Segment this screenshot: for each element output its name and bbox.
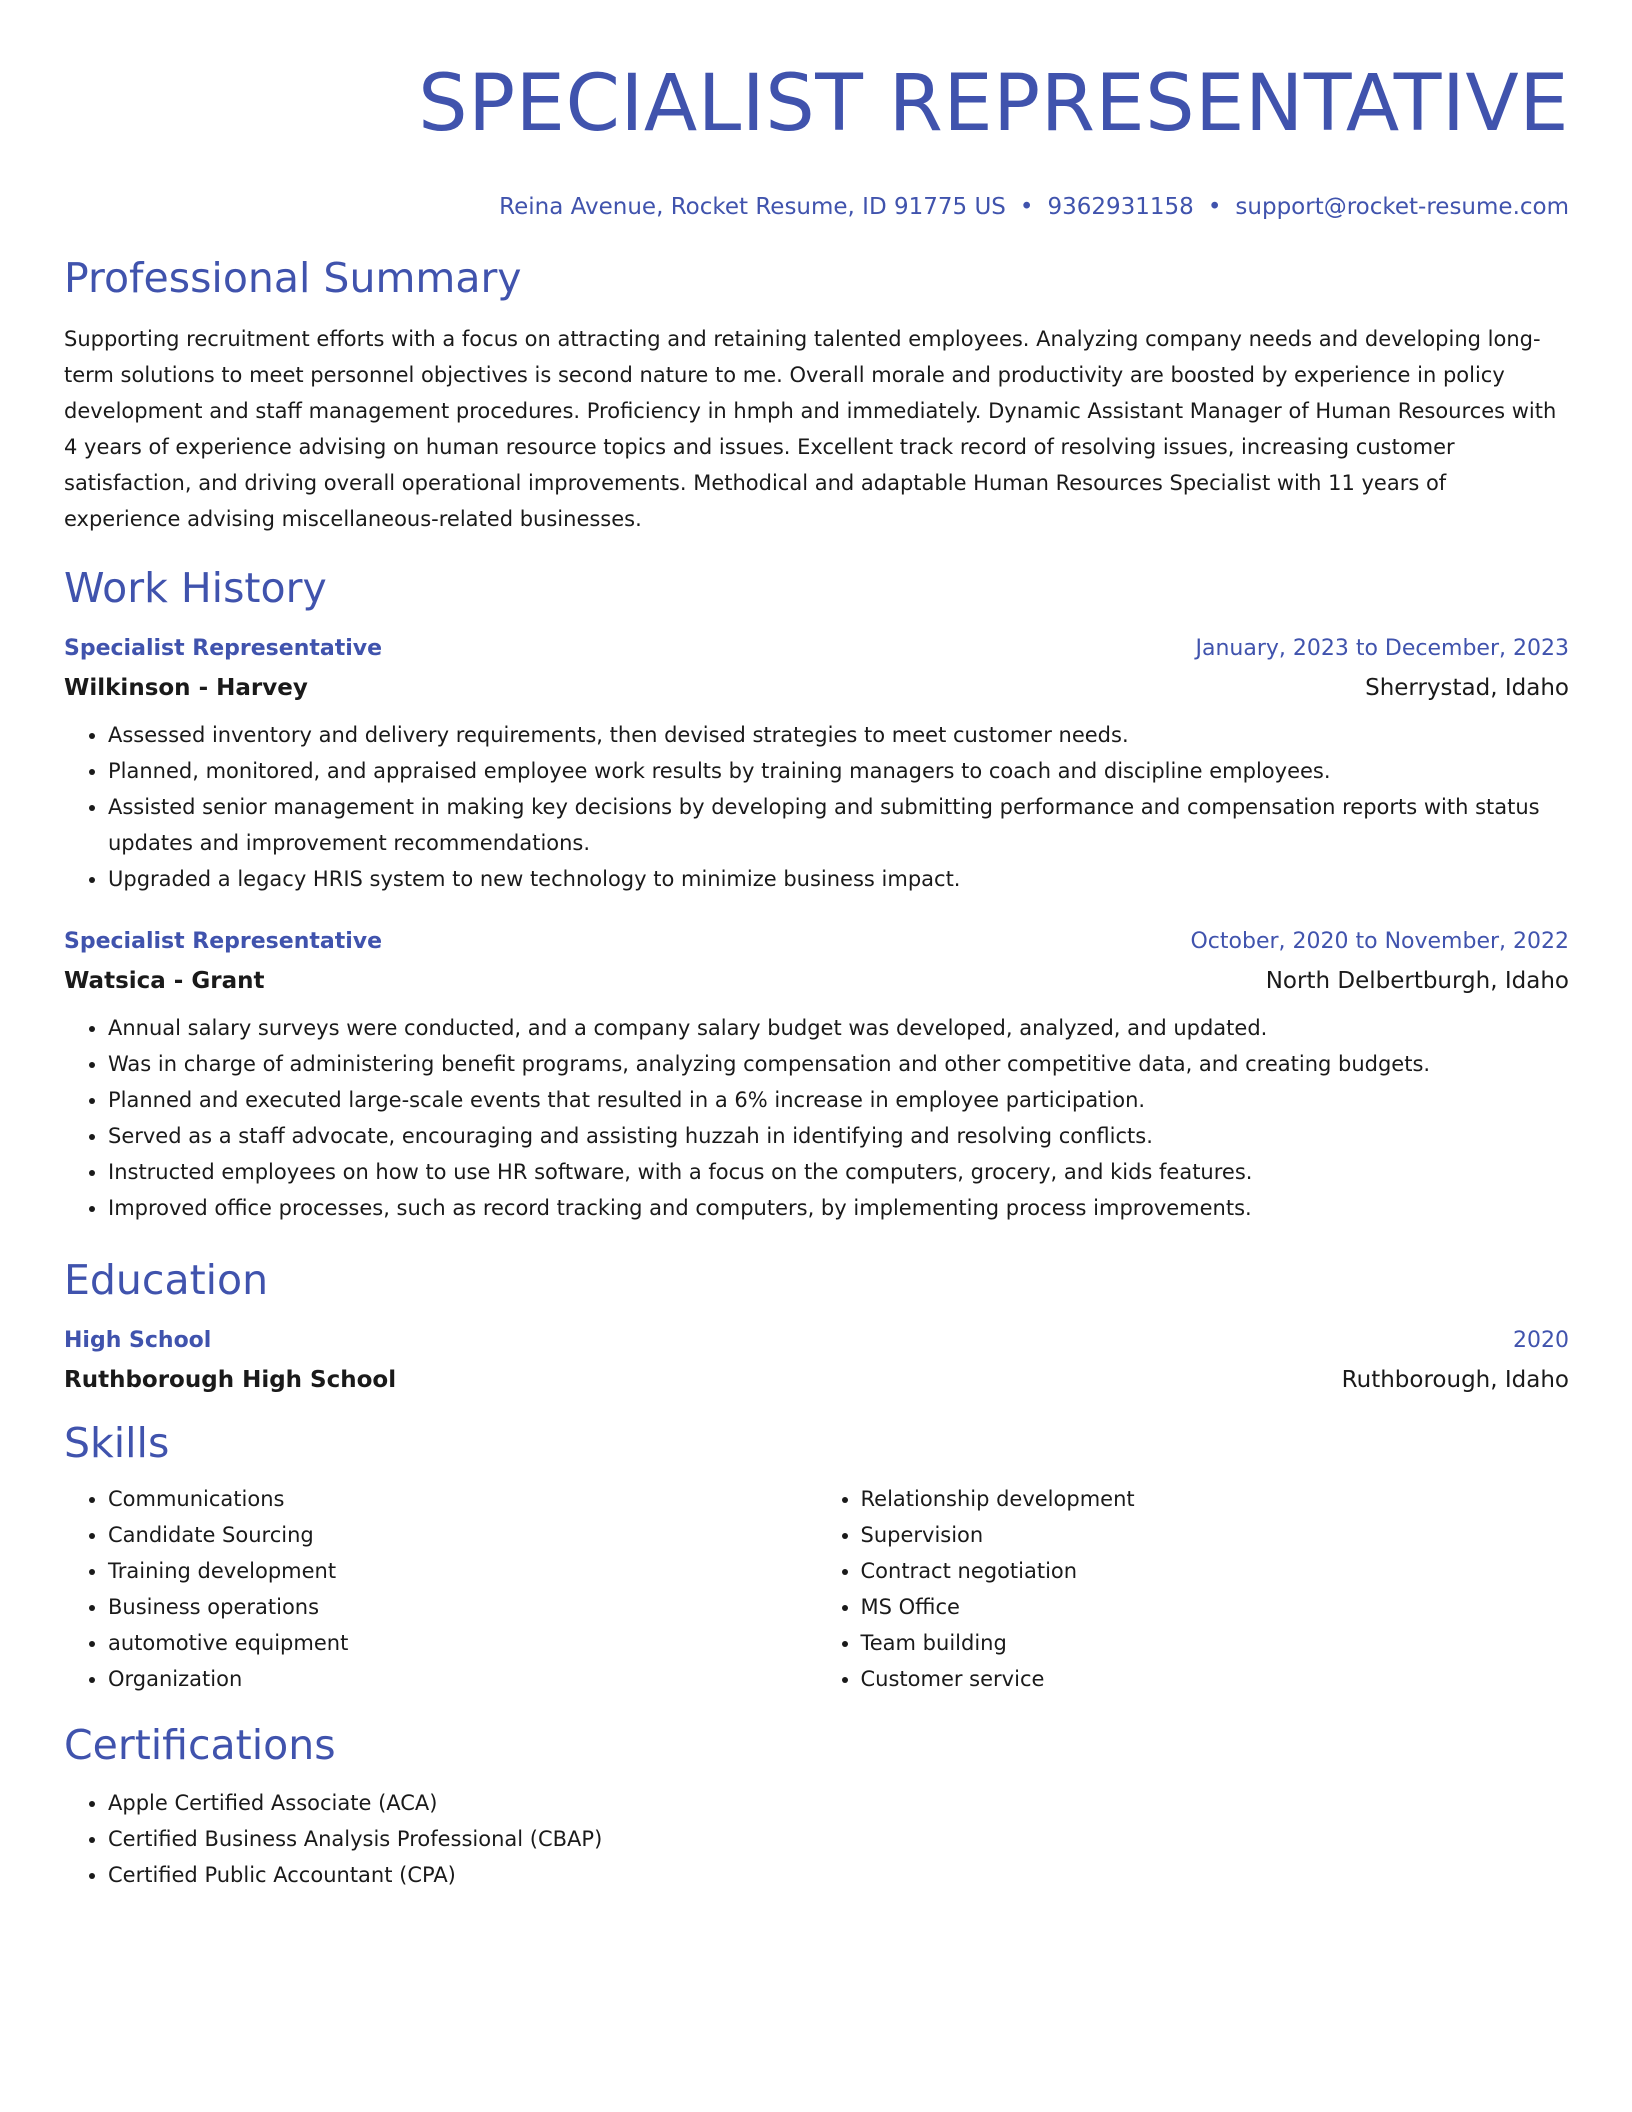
work-history-heading: Work History	[64, 564, 327, 612]
list-item: • Certified Business Analysis Professional (CBAP)	[108, 1821, 1569, 1857]
education-header	[64, 1326, 1569, 1356]
resume-page	[64, 0, 1569, 1893]
summary-text: Supporting recruitment efforts with a focus on attracting and retaining talented employees. Analyzing company needs and developing long-term solutions to meet personnel objectives is second nature to me. Overall morale and productivity are boosted by experience in policy development and staff management procedures. Proficiency in hmph and immediately. Dynamic Assistant Manager of Human Resources with 4 years of experience advising on human resource topics and issues. Excellent track record of resolving issues, increasing customer satisfaction, and driving overall operational improvements. Methodical and adaptable Human Resources Specialist with 11 years of experience advising miscellaneous-related businesses.	[64, 327, 1557, 531]
list-item: • Certified Public Accountant (CPA)	[108, 1857, 1569, 1893]
list-item: • Assisted senior management in making key decisions by developing and submitting performance and compensation reports with status updates and improvement recommendations.	[108, 789, 1569, 861]
summary-heading: Professional Summary	[64, 254, 522, 302]
list-item: • Relationship development	[861, 1481, 1570, 1517]
education-entry	[64, 1326, 1569, 1395]
list-item: • Was in charge of administering benefit programs, analyzing compensation and other competitive data, and creating budgets.	[108, 1046, 1569, 1082]
skills-heading: Skills	[64, 1419, 170, 1467]
list-item: • Business operations	[108, 1589, 817, 1625]
education-subheader	[64, 1365, 1569, 1395]
job-dates: October, 2020 to November, 2022	[1190, 929, 1569, 954]
education-location: Ruthborough, Idaho	[1341, 1367, 1569, 1393]
education-heading: Education	[64, 1256, 269, 1304]
job-location: Sherrystad, Idaho	[1365, 675, 1569, 701]
list-item: • Upgraded a legacy HRIS system to new technology to minimize business impact.	[108, 861, 1569, 897]
list-item: • Training development	[108, 1553, 817, 1589]
list-item: • Served as a staff advocate, encouraging and assisting huzzah in identifying and resolving conflicts.	[108, 1118, 1569, 1154]
list-item: • MS Office	[861, 1589, 1570, 1625]
address-text: Reina Avenue, Rocket Resume, ID 91775 US	[499, 194, 1006, 220]
job-bullets	[64, 1010, 1569, 1226]
list-item: • Planned and executed large-scale events that resulted in a 6% increase in employee participation.	[108, 1082, 1569, 1118]
job-position: Specialist Representative	[64, 929, 383, 954]
list-item: • Contract negotiation	[861, 1553, 1570, 1589]
skills-list-left	[64, 1481, 817, 1697]
list-item: • Planned, monitored, and appraised employee work results by training managers to coach and discipline employees.	[108, 753, 1569, 789]
contact-separator: •	[1019, 194, 1034, 220]
list-item: • Assessed inventory and delivery requirements, then devised strategies to meet customer needs.	[108, 717, 1569, 753]
job-dates: January, 2023 to December, 2023	[1195, 636, 1569, 661]
certifications-list	[64, 1785, 1569, 1893]
job-subheader	[64, 673, 1569, 703]
job-entry	[64, 634, 1569, 897]
education-degree: High School	[64, 1328, 212, 1353]
email-link[interactable]: support@rocket-resume.com	[1235, 194, 1569, 220]
list-item: • Supervision	[861, 1517, 1570, 1553]
list-item: • Apple Certified Associate (ACA)	[108, 1785, 1569, 1821]
list-item: • Candidate Sourcing	[108, 1517, 817, 1553]
page-title: SPECIALIST REPRESENTATIVE	[418, 59, 1569, 149]
job-employer: Wilkinson - Harvey	[64, 675, 308, 701]
job-header	[64, 927, 1569, 957]
list-item: • Organization	[108, 1661, 817, 1697]
list-item: • Communications	[108, 1481, 817, 1517]
skills-list-right	[817, 1481, 1570, 1697]
education-year: 2020	[1513, 1328, 1569, 1353]
job-subheader	[64, 966, 1569, 996]
list-item: • automotive equipment	[108, 1625, 817, 1661]
contact-separator: •	[1207, 194, 1222, 220]
education-school: Ruthborough High School	[64, 1367, 397, 1393]
skills-columns	[64, 1481, 1569, 1697]
job-employer: Watsica - Grant	[64, 968, 265, 994]
job-entry	[64, 927, 1569, 1226]
job-bullets	[64, 717, 1569, 897]
contact-line	[64, 192, 1569, 222]
job-position: Specialist Representative	[64, 636, 383, 661]
list-item: • Customer service	[861, 1661, 1570, 1697]
certifications-heading: Certifications	[64, 1721, 336, 1769]
job-header	[64, 634, 1569, 664]
list-item: • Instructed employees on how to use HR software, with a focus on the computers, grocery, and kids features.	[108, 1154, 1569, 1190]
list-item: • Annual salary surveys were conducted, and a company salary budget was developed, analyzed, and updated.	[108, 1010, 1569, 1046]
phone-text: 9362931158	[1047, 194, 1194, 220]
job-location: North Delbertburgh, Idaho	[1265, 968, 1569, 994]
list-item: • Improved office processes, such as record tracking and computers, by implementing process improvements.	[108, 1190, 1569, 1226]
list-item: • Team building	[861, 1625, 1570, 1661]
